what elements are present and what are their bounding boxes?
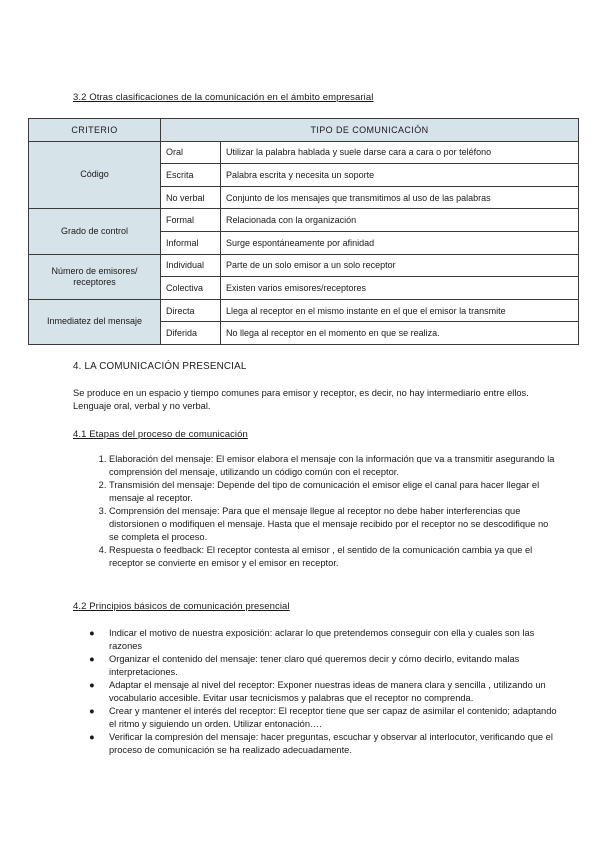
bullet-icon: ● [89, 680, 95, 691]
tipo-cell: Colectiva [161, 277, 221, 300]
bullet-icon: ● [89, 732, 95, 743]
descripcion-cell: Relacionada con la organización [221, 209, 579, 232]
criterio-cell: Código [29, 141, 161, 209]
list-item-text: Verificar la compresión del mensaje: hacer preguntas, escuchar y observar al interlocutor, verificando que el proceso de comunicación se ha realizado adecuadamente. [109, 732, 553, 756]
criterio-cell: Inmediatez del mensaje [29, 299, 161, 344]
section-4-title: 4. LA COMUNICACIÓN PRESENCIAL [73, 361, 247, 372]
list-item-text: Adaptar el mensaje al nivel del receptor: Exponer nuestras ideas de manera clara y sencilla , utilizando un vocabulario accesible. Evitar usar tecnicismos y palabras que el receptor no comprenda. [109, 680, 546, 703]
descripcion-cell: Conjunto de los mensajes que transmitimos al uso de las palabras [221, 186, 579, 209]
list-item [89, 731, 559, 757]
bullet-icon: ● [89, 706, 95, 717]
header-tipo: TIPO DE COMUNICACIÓN [161, 119, 579, 142]
list-item [89, 653, 559, 679]
section-3-2-title: 3.2 Otras clasificaciones de la comunicación en el ámbito empresarial [73, 92, 374, 103]
list-item-text: Crear y mantener el interés del receptor: El receptor tiene que ser capaz de asimilar el contenido; adaptando el ritmo y siguiendo un orden. Utilizar entonación…. [109, 706, 557, 730]
table-row [29, 254, 579, 277]
descripcion-cell: Surge espontáneamente por afinidad [221, 231, 579, 254]
descripcion-cell: Parte de un solo emisor a un solo receptor [221, 254, 579, 277]
list-item: 3. Comprensión del mensaje: Para que el mensaje llegue al receptor no debe haber interferencias que distorsionen o modifiquen el mensaje. Hasta que el mensaje recibido por el receptor no se descodifique no se completa el proceso. [109, 505, 559, 543]
descripcion-cell: No llega al receptor en el momento en que se realiza. [221, 322, 579, 345]
list-item-text: Organizar el contenido del mensaje: tener claro qué queremos decir y cómo decirlo, evitando malas interpretaciones. [109, 654, 520, 677]
list-item: 4. Respuesta o feedback: El receptor contesta al emisor , el sentido de la comunicación cambia ya que el receptor se convierte en emisor y el emisor en receptor. [109, 544, 559, 570]
table-header-row [29, 119, 579, 142]
header-criterio: CRITERIO [29, 119, 161, 142]
table-row [29, 209, 579, 232]
bullet-icon: ● [89, 628, 95, 638]
descripcion-cell: Utilizar la palabra hablada y suele darse cara a cara o por teléfono [221, 141, 579, 164]
list-item [89, 679, 559, 705]
tipo-cell: Formal [161, 209, 221, 232]
list-item [89, 705, 559, 731]
criterio-cell: Número de emisores/ receptores [29, 254, 161, 299]
tipo-cell: Oral [161, 141, 221, 164]
principles-list [83, 627, 559, 757]
classification-table [28, 118, 579, 345]
list-item [89, 627, 559, 653]
list-item-text: Indicar el motivo de nuestra exposición: aclarar lo que pretendemos conseguir con ella y cuales son las razones [109, 628, 535, 651]
table-row [29, 141, 579, 164]
tipo-cell: Escrita [161, 164, 221, 187]
tipo-cell: Directa [161, 299, 221, 322]
tipo-cell: Individual [161, 254, 221, 277]
criterio-cell: Grado de control [29, 209, 161, 254]
descripcion-cell: Llega al receptor en el mismo instante en el que el emisor la transmite [221, 299, 579, 322]
list-item: 1. Elaboración del mensaje: El emisor elabora el mensaje con la información que va a transmitir asegurando la comprensión del mensaje, utilizando un código común con el receptor. [109, 453, 559, 479]
section-4-2-title: 4.2 Principios básicos de comunicación presencial [73, 601, 290, 612]
tipo-cell: No verbal [161, 186, 221, 209]
section-4-1-title: 4.1 Etapas del proceso de comunicación [73, 429, 248, 440]
descripcion-cell: Palabra escrita y necesita un soporte [221, 164, 579, 187]
tipo-cell: Informal [161, 231, 221, 254]
tipo-cell: Diferida [161, 322, 221, 345]
stages-list [83, 453, 559, 570]
descripcion-cell: Existen varios emisores/receptores [221, 277, 579, 300]
table-row [29, 299, 579, 322]
bullet-icon: ● [89, 654, 95, 665]
list-item: 2. Transmisión del mensaje: Depende del tipo de comunicación el emisor elige el canal para hacer llegar el mensaje al receptor. [109, 479, 559, 505]
section-4-intro: Se produce en un espacio y tiempo comunes para emisor y receptor, es decir, no hay intermediario entre ellos. Lenguaje oral, verbal y no verbal. [73, 388, 529, 411]
